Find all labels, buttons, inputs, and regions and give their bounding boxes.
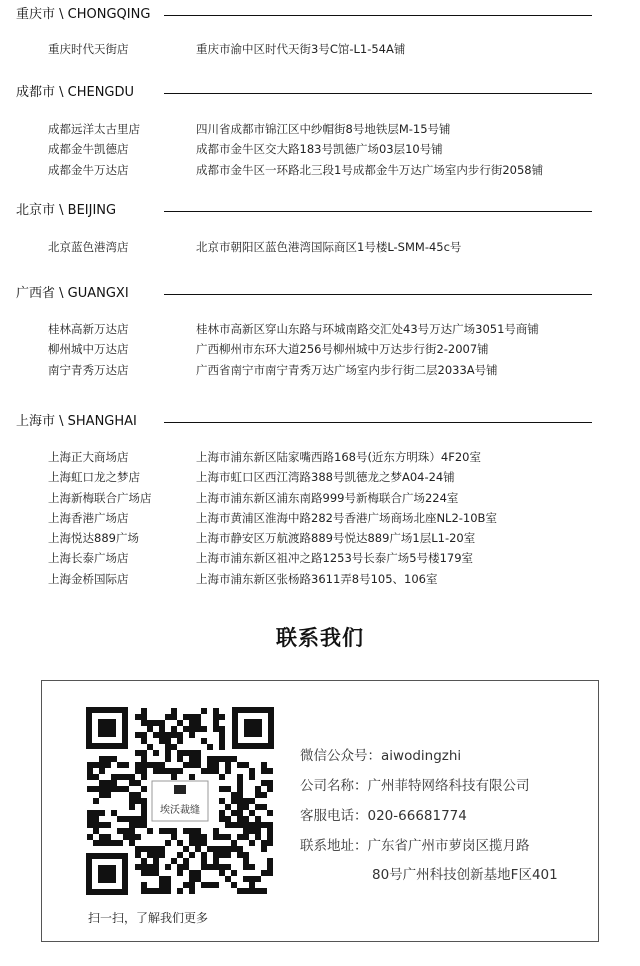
store-address: 重庆市渝中区时代天街3号C馆-L1-54A铺: [196, 42, 406, 56]
qr-logo-text: 埃沃裁缝: [160, 805, 200, 816]
store-row: [48, 569, 608, 589]
contact-box: [41, 680, 599, 942]
store-row: [48, 139, 608, 159]
store-name: 上海正大商场店: [48, 450, 129, 464]
store-row: [48, 548, 608, 568]
store-row: [48, 237, 608, 257]
city-name: 上海市 \ SHANGHAI: [16, 414, 137, 429]
city-name: 北京市 \ BEIJING: [16, 203, 117, 218]
store-address: 上海市静安区万航渡路889号悦达889广场1层L1-20室: [196, 531, 476, 546]
store-name: 成都远洋太古里店: [48, 122, 140, 136]
contact-title: 联系我们: [276, 626, 364, 650]
store-list: [48, 39, 608, 59]
store-row: [48, 319, 608, 339]
divider: [164, 211, 592, 212]
store-address: 广西柳州市东环大道256号柳州城中万达步行街2-2007铺: [196, 342, 489, 357]
divider: [164, 15, 592, 16]
store-row: [48, 528, 608, 548]
city-header: [16, 6, 592, 24]
store-row: [48, 39, 608, 59]
city-header: [16, 84, 592, 102]
store-row: [48, 467, 608, 487]
store-name: 柳州城中万达店: [48, 342, 129, 357]
store-address: 上海市浦东新区陆家嘴西路168号(近东方明珠）4F20室: [196, 450, 481, 464]
store-address: 上海市浦东新区祖冲之路1253号长泰广场5号楼179室: [196, 551, 474, 566]
store-address: 北京市朝阳区蓝色港湾国际商区1号楼L-SMM-45c号: [196, 240, 462, 254]
divider: [164, 93, 592, 94]
store-row: [48, 508, 608, 528]
company-info: 公司名称：广州菲特网络科技有限公司: [300, 778, 530, 794]
store-row: [48, 339, 608, 359]
store-address: 上海市虹口区西江湾路388号凯德龙之梦A04-24铺: [196, 470, 455, 485]
store-name: 北京蓝色港湾店: [48, 240, 129, 254]
city-header: [16, 413, 592, 431]
city-header: [16, 285, 592, 303]
store-address: 成都市金牛区交大路183号凯德广场03层10号铺: [196, 142, 443, 157]
store-address: 广西省南宁市南宁青秀万达广场室内步行街二层2033A号铺: [196, 362, 498, 377]
phone-info: 客服电话：020-66681774: [300, 808, 467, 824]
store-list: [48, 119, 608, 180]
city-header: [16, 202, 592, 220]
store-name: 成都金牛凯德店: [48, 142, 129, 157]
store-address: 四川省成都市锦江区中纱帽街8号地铁层M-15号铺: [196, 122, 451, 136]
store-list: [48, 447, 608, 589]
store-row: [48, 119, 608, 139]
store-address: 上海市浦东新区张杨路3611弄8号105、106室: [196, 571, 438, 586]
store-row: [48, 447, 608, 467]
store-address: 成都市金牛区一环路北三段1号成都金牛万达广场室内步行街2058铺: [196, 162, 544, 177]
store-address: 上海市黄浦区淮海中路282号香港广场商场北座NL2-10B室: [196, 510, 497, 525]
city-name: 重庆市 \ CHONGQING: [16, 7, 151, 22]
store-name: 上海香港广场店: [48, 510, 129, 525]
store-name: 南宁青秀万达店: [48, 362, 129, 377]
store-name: 桂林高新万达店: [48, 322, 129, 336]
wechat-info: 微信公众号：aiwodingzhi: [300, 748, 462, 764]
qr-caption: 扫一扫，了解我们更多: [88, 911, 209, 925]
store-name: 上海虹口龙之梦店: [48, 470, 140, 485]
store-list: [48, 237, 608, 257]
store-row: [48, 160, 608, 180]
store-name: 上海新梅联合广场店: [48, 490, 152, 505]
divider: [164, 422, 592, 423]
city-name: 广西省 \ GUANGXI: [16, 286, 129, 301]
store-name: 成都金牛万达店: [48, 162, 129, 177]
store-name: 上海悦达889广场: [48, 531, 139, 546]
store-address: 桂林市高新区穿山东路与环城南路交汇处43号万达广场3051号商铺: [196, 322, 539, 336]
store-row: [48, 488, 608, 508]
divider: [164, 294, 592, 295]
store-row: [48, 360, 608, 380]
store-name: 上海金桥国际店: [48, 571, 129, 586]
store-list: [48, 319, 608, 380]
city-name: 成都市 \ CHENGDU: [16, 85, 135, 100]
store-address: 上海市浦东新区浦东南路999号新梅联合广场224室: [196, 490, 459, 505]
store-name: 上海长泰广场店: [48, 551, 129, 566]
address-info-line2: 80号广州科技创新基地F区401: [372, 867, 558, 883]
logo-icon: [174, 785, 186, 794]
address-info: 联系地址：广东省广州市萝岗区揽月路: [300, 838, 530, 854]
store-name: 重庆时代天街店: [48, 42, 129, 56]
qr-code: [86, 707, 274, 895]
